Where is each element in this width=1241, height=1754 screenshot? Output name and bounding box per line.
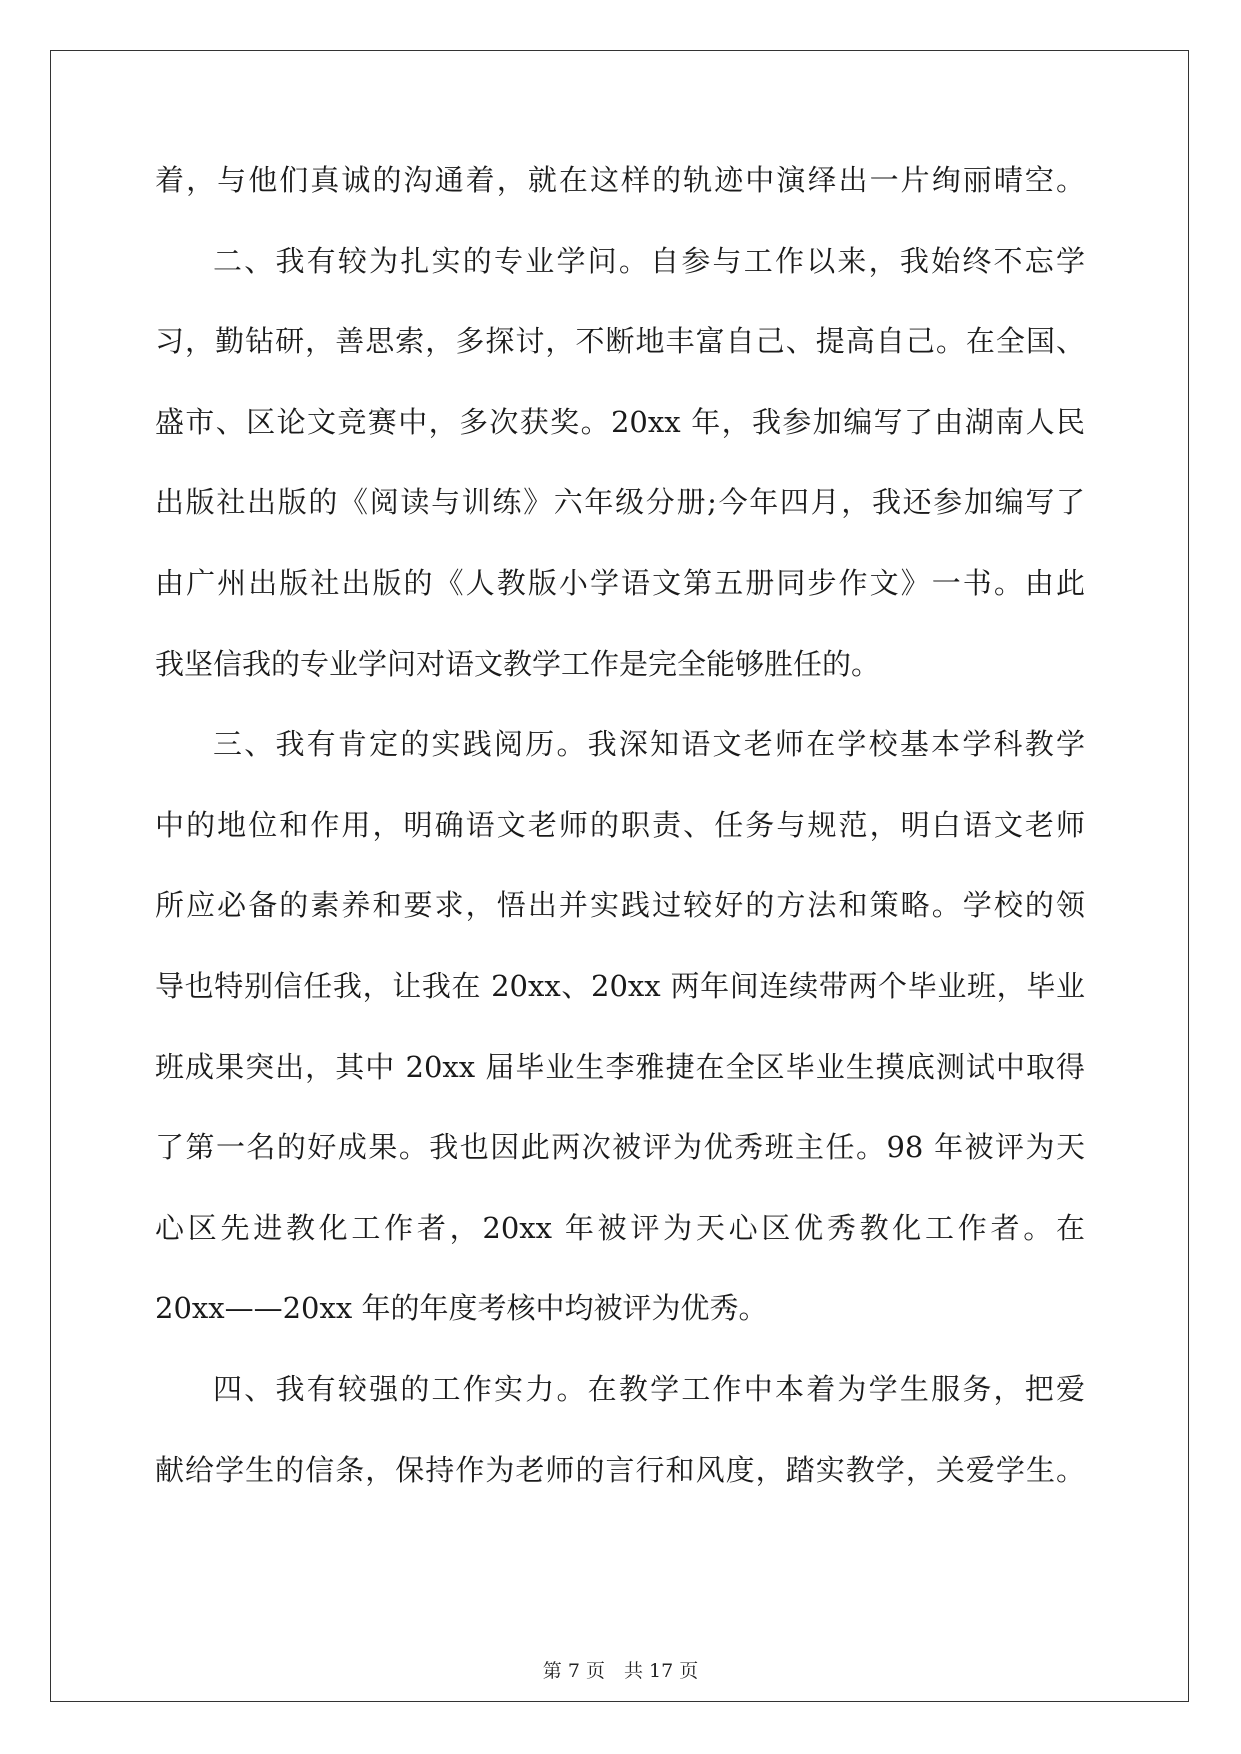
text-line: 二、我有较为扎实的专业学问。自参与工作以来，我始终不忘学: [213, 243, 1085, 278]
text-line: 由广州出版社出版的《人教版小学语文第五册同步作文》一书。由此: [155, 565, 1085, 600]
text-line: 着，与他们真诚的沟通着，就在这样的轨迹中演绎出一片绚丽晴空。: [155, 163, 1085, 197]
text-line: 习，勤钻研，善思索，多探讨，不断地丰富自己、提高自己。在全国、: [155, 324, 1085, 359]
document-body: [155, 160, 1085, 1530]
text-line: 盛市、区论文竞赛中，多次获奖。20xx 年，我参加编写了由湖南人民: [155, 404, 1085, 439]
text-line: 班成果突出，其中 20xx 届毕业生李雅捷在全区毕业生摸底测试中取得: [155, 1049, 1085, 1084]
text-line: 所应必备的素养和要求，悟出并实践过较好的方法和策略。学校的领: [155, 888, 1085, 923]
text-line: 三、我有肯定的实践阅历。我深知语文老师在学校基本学科教学: [213, 727, 1085, 762]
page-number-footer: 第 7 页 共 17 页: [542, 1660, 699, 1682]
text-line: 导也特别信任我，让我在 20xx、20xx 两年间连续带两个毕业班，毕业: [155, 968, 1085, 1003]
text-line: 出版社出版的《阅读与训练》六年级分册;今年四月，我还参加编写了: [155, 485, 1085, 520]
text-line: 心区先进教化工作者，20xx 年被评为天心区优秀教化工作者。在: [155, 1210, 1085, 1245]
text-line: 我坚信我的专业学问对语文教学工作是完全能够胜任的。: [155, 646, 881, 681]
text-line: 四、我有较强的工作实力。在教学工作中本着为学生服务，把爱: [213, 1371, 1085, 1406]
text-line: 献给学生的信条，保持作为老师的言行和风度，踏实教学，关爱学生。: [155, 1452, 1085, 1487]
text-line: 中的地位和作用，明确语文老师的职责、任务与规范，明白语文老师: [155, 807, 1085, 842]
text-line: 20xx——20xx 年的年度考核中均被评为优秀。: [155, 1291, 768, 1326]
text-line: 了第一名的好成果。我也因此两次被评为优秀班主任。98 年被评为天: [155, 1130, 1085, 1165]
